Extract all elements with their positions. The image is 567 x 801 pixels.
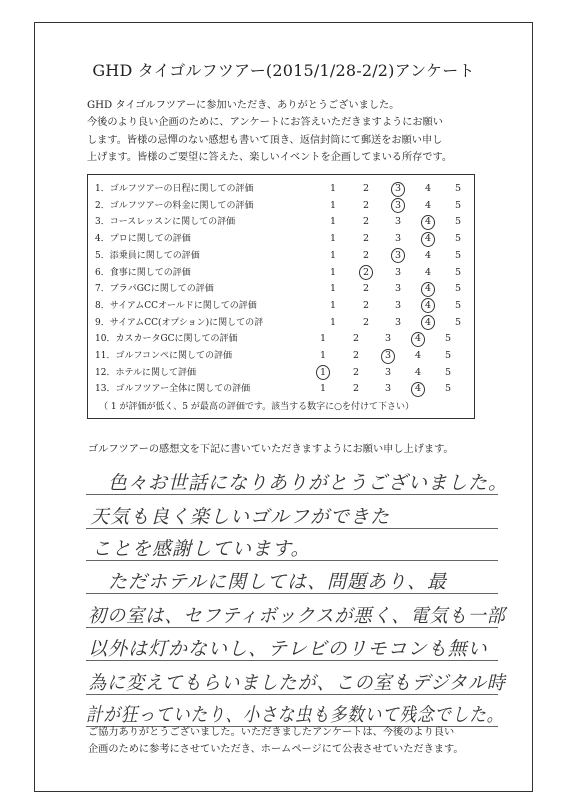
comment-prompt: ゴルフツアーの感想文を下記に書いていただきますようにお願い申し上げます。	[88, 444, 454, 455]
score-option[interactable]: 1	[329, 249, 337, 261]
survey-title: GHD タイゴルフツアー(2015/1/28-2/2)アンケート	[92, 61, 475, 80]
score-option[interactable]: 1	[329, 299, 337, 311]
score-option[interactable]: 2	[352, 383, 360, 395]
table-note: （ 1 が評価が低く、5 が最高の評価です。該当する数字に○を付けて下さい）	[99, 402, 414, 412]
score-option[interactable]: 4	[424, 316, 432, 328]
score-option[interactable]: 2	[352, 366, 360, 378]
intro-line: GHD タイゴルフツアーに参加いただき、ありがとうございました。	[87, 100, 400, 111]
score-option[interactable]: 2	[362, 249, 370, 261]
question-label: 1．ゴルフツアーの日程に関しての評価	[95, 184, 254, 194]
selected-rating-circle	[421, 232, 435, 247]
score-option[interactable]: 2	[362, 216, 370, 228]
footer-text	[88, 724, 508, 758]
handwritten-line: 色々お世話になりありがとうございました。	[108, 472, 509, 494]
question-label: 9．サイアムCC(オプション)に関しての評	[95, 317, 264, 328]
score-option[interactable]: 5	[444, 366, 452, 378]
score-option[interactable]: 4	[424, 266, 432, 278]
score-option[interactable]: 4	[414, 333, 422, 345]
question-label: 7．ブラパGCに関しての評価	[95, 284, 214, 295]
score-option[interactable]: 5	[454, 183, 462, 194]
score-option[interactable]: 4	[424, 199, 432, 211]
question-label: 6．食事に関しての評価	[95, 267, 191, 278]
score-option[interactable]: 3	[384, 333, 392, 345]
question-label: 3．コースレッスンに関しての評価	[95, 217, 236, 228]
score-option[interactable]: 5	[454, 299, 462, 311]
selected-rating-circle	[421, 282, 435, 297]
score-option[interactable]: 2	[352, 333, 360, 345]
score-option[interactable]: 4	[424, 233, 432, 245]
score-option[interactable]: 4	[414, 383, 422, 395]
handwritten-line: ただホテルに関しては、問題あり、最	[108, 571, 448, 593]
intro-line: します。皆様の忌憚のない感想も書いて頂き、返信封筒にて郵送をお願い申し	[87, 134, 443, 146]
score-option[interactable]: 3	[384, 350, 392, 361]
selected-rating-circle	[391, 182, 405, 197]
handwritten-line: 天気も良く楽しいゴルフができた	[90, 506, 391, 528]
score-option[interactable]: 4	[424, 299, 432, 311]
selected-rating-circle	[381, 349, 395, 364]
score-option[interactable]: 2	[352, 350, 360, 361]
score-option[interactable]: 5	[454, 233, 462, 245]
score-option[interactable]: 3	[394, 266, 402, 278]
handwritten-line: ことを感謝しています。	[92, 538, 311, 560]
score-option[interactable]: 3	[394, 183, 402, 194]
intro-line: 上げます。皆様のご要望に答えた、楽しいイベントを企画してまいる所存です。	[87, 152, 453, 164]
score-option[interactable]: 1	[319, 350, 327, 361]
score-option[interactable]: 3	[394, 316, 402, 328]
footer-line: ご協力ありがとうございました。いただきましたアンケートは、今後のより良い	[88, 727, 455, 738]
score-option[interactable]: 2	[362, 199, 370, 211]
score-option[interactable]: 4	[424, 183, 432, 194]
score-option[interactable]: 1	[329, 316, 337, 328]
score-option[interactable]: 1	[329, 283, 337, 295]
footer-line: 企画のために参考にさせていただき、ホームページにて公表させていただきます。	[88, 744, 464, 755]
score-option[interactable]: 1	[329, 216, 337, 228]
score-option[interactable]: 1	[319, 333, 327, 345]
question-label: 2．ゴルフツアーの料金に関しての評価	[95, 200, 254, 211]
score-option[interactable]: 2	[362, 233, 370, 245]
score-option[interactable]: 4	[424, 216, 432, 228]
score-option[interactable]: 3	[384, 383, 392, 395]
score-option[interactable]: 3	[394, 233, 402, 245]
score-option[interactable]: 4	[414, 350, 422, 361]
score-option[interactable]: 2	[362, 316, 370, 328]
selected-rating-circle	[411, 332, 425, 347]
score-option[interactable]: 5	[454, 316, 462, 328]
handwritten-line: 計が狂っていたり、小さな虫も多数いて残念でした。	[86, 704, 505, 726]
score-option[interactable]: 3	[394, 299, 402, 311]
score-option[interactable]: 2	[362, 299, 370, 311]
selected-rating-circle	[421, 315, 435, 330]
score-option[interactable]: 1	[319, 366, 327, 378]
score-option[interactable]: 2	[362, 266, 370, 278]
score-option[interactable]: 5	[454, 199, 462, 211]
question-label: 10．カスカータGCに関しての評価	[95, 334, 238, 345]
intro-text	[87, 97, 507, 167]
intro-line: 今後のより良い企画のために、アンケートにお答えいただきますようにお願い	[87, 117, 443, 129]
selected-rating-circle	[411, 382, 425, 397]
score-option[interactable]: 4	[424, 249, 432, 261]
score-option[interactable]: 5	[444, 333, 452, 345]
selected-rating-circle	[421, 215, 435, 230]
score-option[interactable]: 5	[454, 216, 462, 228]
question-label: 13．ゴルフツアー全体に関しての評価	[95, 384, 251, 395]
score-option[interactable]: 1	[319, 383, 327, 395]
score-option[interactable]: 3	[394, 199, 402, 211]
score-option[interactable]: 5	[444, 383, 452, 395]
score-option[interactable]: 1	[329, 199, 337, 211]
score-option[interactable]: 3	[394, 249, 402, 261]
score-option[interactable]: 5	[454, 266, 462, 278]
handwritten-line: 初の室は、セフティボックスが悪く、電気も一部	[88, 605, 506, 627]
question-label: 8．サイアムCCオールドに関しての評価	[95, 300, 257, 311]
question-label: 11．ゴルフコンペに関しての評価	[95, 351, 233, 361]
score-option[interactable]: 1	[329, 266, 337, 278]
score-option[interactable]: 5	[454, 249, 462, 261]
question-label: 12．ホテルに関して評価	[95, 367, 197, 378]
handwritten-line: 以外は灯かないし、テレビのリモコンも無い	[88, 638, 488, 660]
score-option[interactable]: 3	[394, 283, 402, 295]
score-option[interactable]: 2	[362, 283, 370, 295]
selected-rating-circle	[359, 265, 373, 280]
score-option[interactable]: 1	[329, 233, 337, 245]
score-option[interactable]: 5	[444, 350, 452, 361]
score-option[interactable]: 2	[362, 183, 370, 194]
score-option[interactable]: 1	[329, 183, 337, 194]
score-option[interactable]: 3	[384, 366, 392, 378]
score-option[interactable]: 4	[414, 366, 422, 378]
score-option[interactable]: 4	[424, 283, 432, 295]
handwritten-line: 為に変えてもらいましたが、この室もデジタル時	[88, 672, 506, 694]
question-label: 4．プロに関しての評価	[95, 234, 191, 245]
score-option[interactable]: 3	[394, 216, 402, 228]
score-option[interactable]: 5	[454, 283, 462, 295]
question-label: 5．添乗員に関しての評価	[95, 250, 200, 261]
